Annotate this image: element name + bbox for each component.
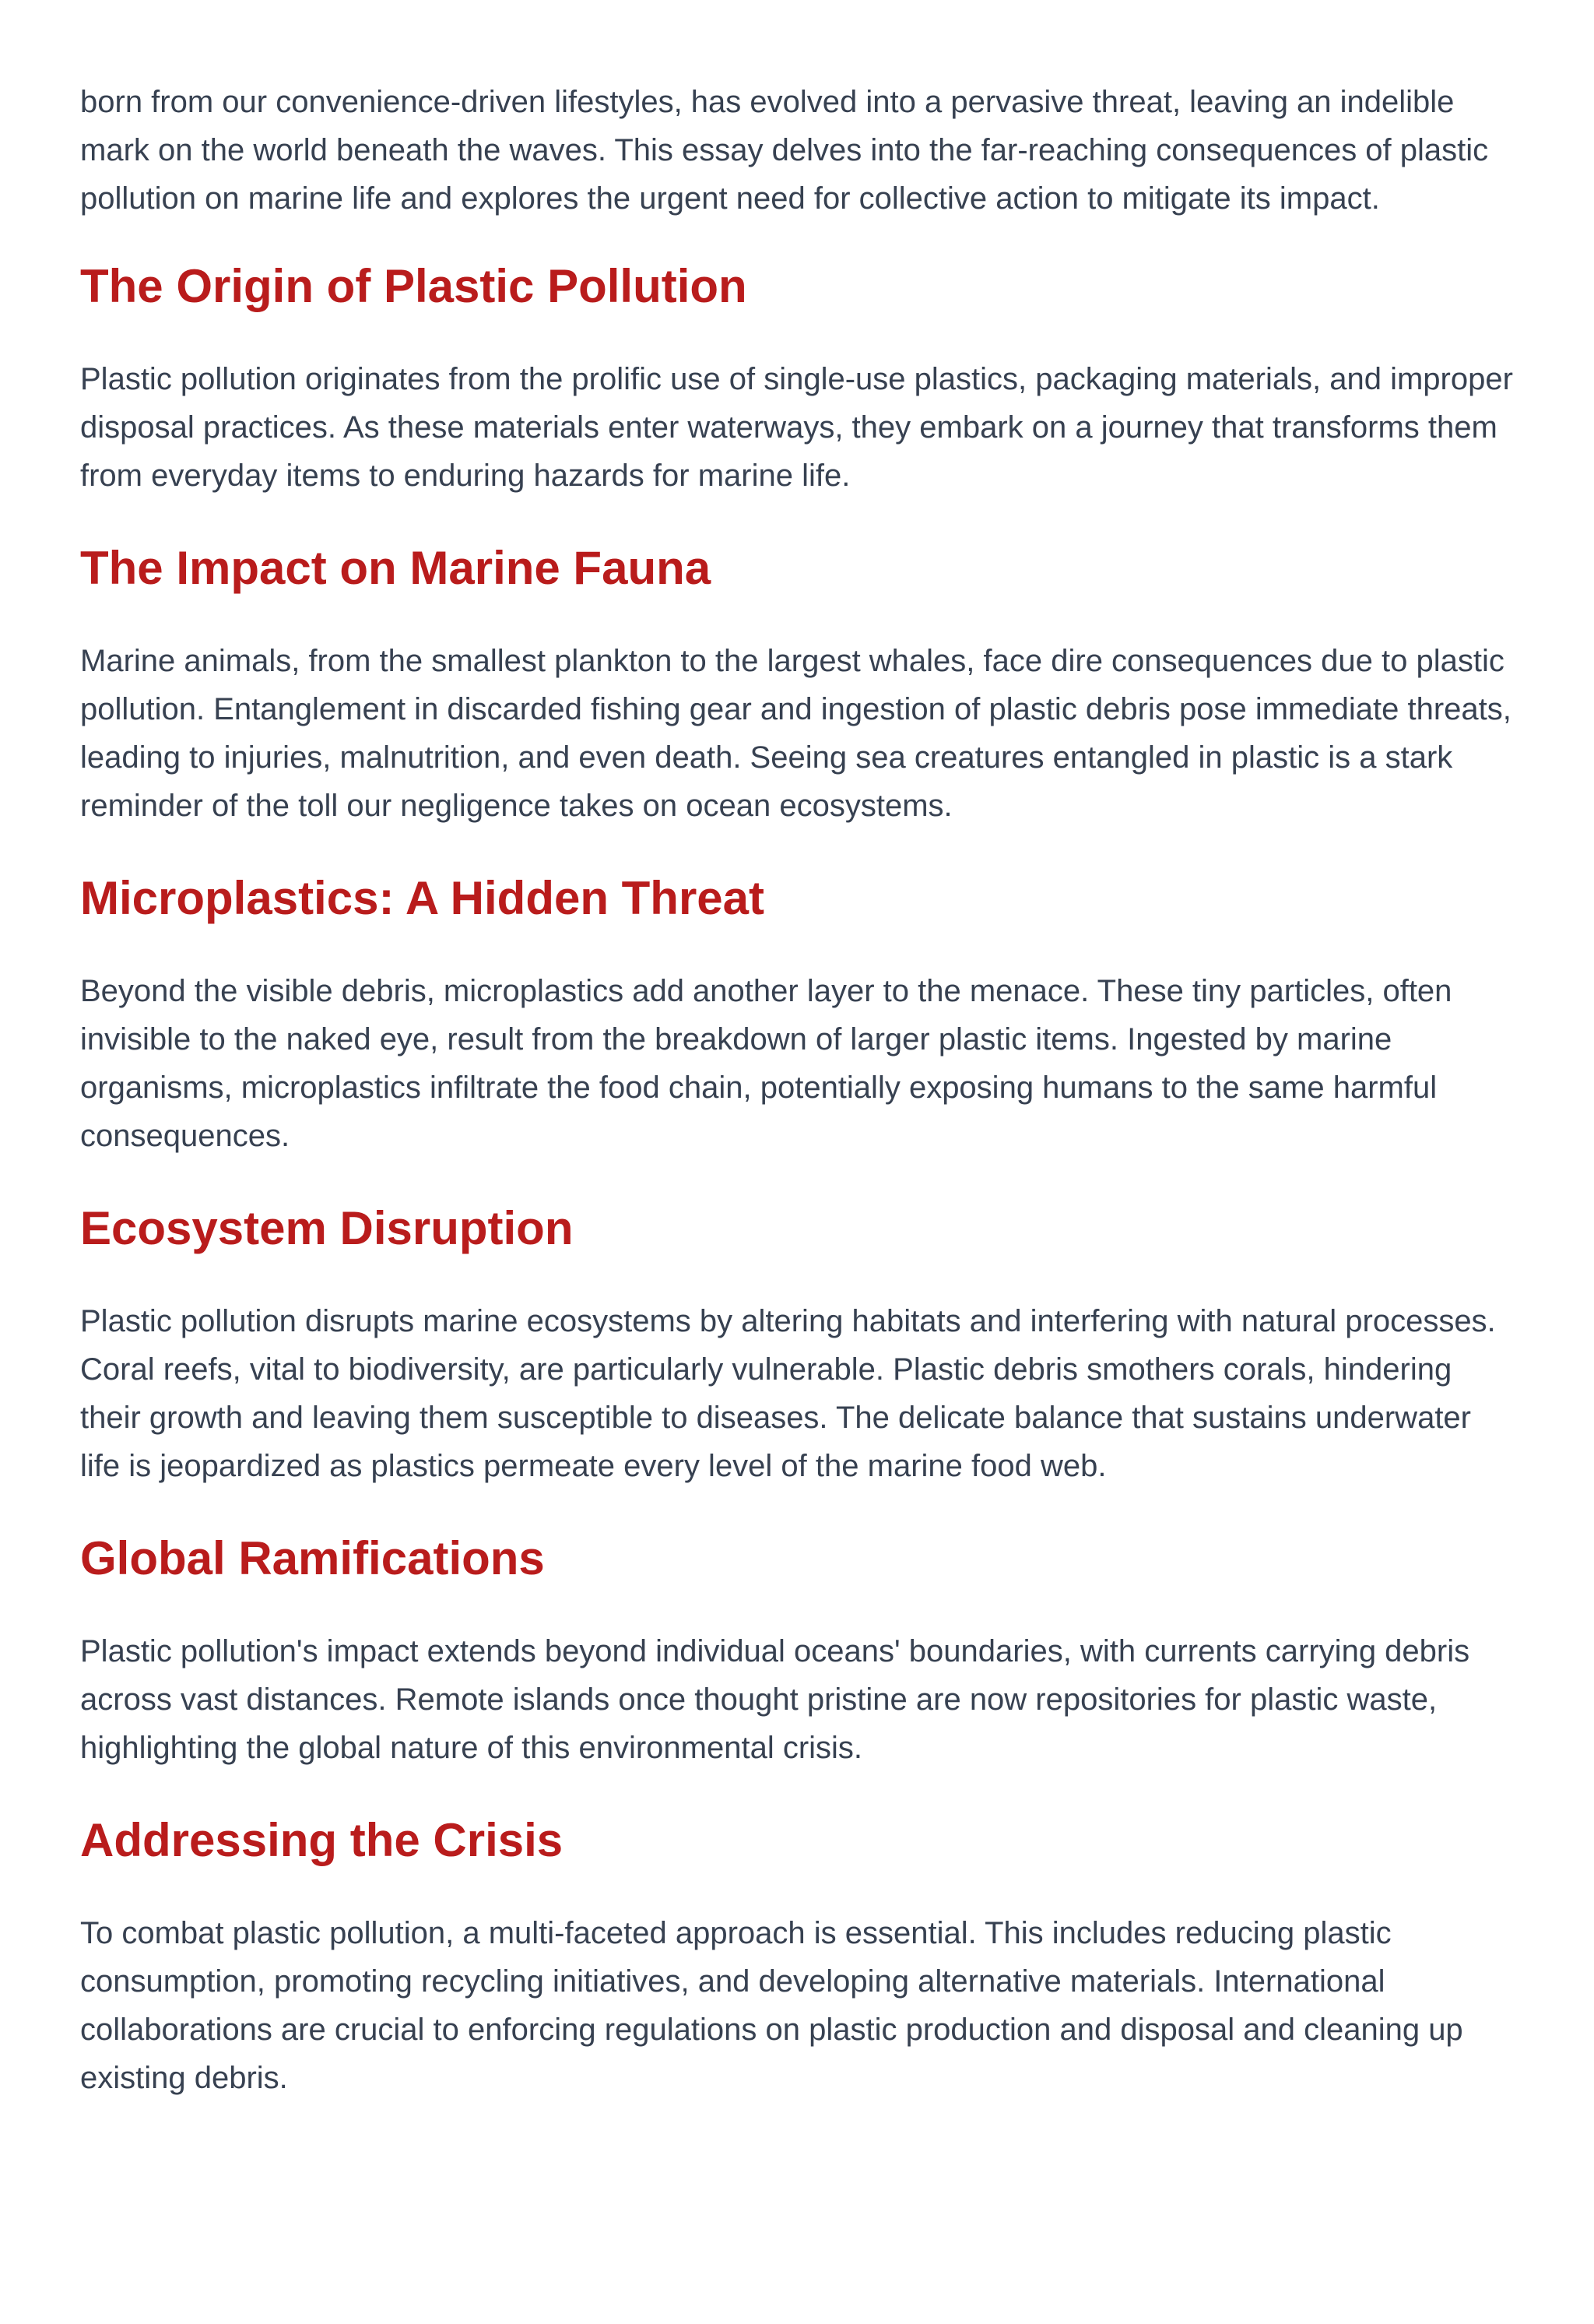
section-paragraph: Plastic pollution disrupts marine ecosystems by altering habitats and interfering with natural processes. Coral reefs, vital to biodiversity, are particularly vulnerable. Plastic debris smothers corals, hindering their growth and leaving them susceptible to diseases. The delicate balance that sustains underwater life is jeopardized as plastics permeate every level of the marine food web. <box>80 1304 1496 1483</box>
intro-paragraph: born from our convenience-driven lifestyles, has evolved into a pervasive threat, leaving an indelible mark on the world beneath the waves. This essay delves into the far-reaching consequences of plastic pollution on marine life and explores the urgent need for collective action to mitigate its impact. <box>80 85 1489 216</box>
section-heading: Global Ramifications <box>80 1532 545 1584</box>
section-paragraph: Plastic pollution originates from the prolific use of single-use plastics, packaging materials, and improper disposal practices. As these materials enter waterways, they embark on a journey that transforms them from everyday items to enduring hazards for marine life. <box>80 362 1513 493</box>
section-ecosystem-disruption <box>80 1201 1516 1490</box>
section-paragraph: Beyond the visible debris, microplastics add another layer to the menace. These tiny particles, often invisible to the naked eye, result from the breakdown of larger plastic items. Ingested by marine organisms, microplastics infiltrate the food chain, potentially exposing humans to the same harmful consequences. <box>80 974 1452 1153</box>
section-addressing-crisis <box>80 1812 1516 2102</box>
section-heading: Ecosystem Disruption <box>80 1202 574 1254</box>
section-microplastics <box>80 870 1516 1160</box>
section-global-ramifications <box>80 1531 1516 1772</box>
section-paragraph: Marine animals, from the smallest plankton to the largest whales, face dire consequences due to plastic pollution. Entanglement in discarded fishing gear and ingestion of plastic debris pose immediate threats, leading to injuries, malnutrition, and even death. Seeing sea creatures entangled in plastic is a stark reminder of the toll our negligence takes on ocean ecosystems. <box>80 644 1511 823</box>
section-heading: Microplastics: A Hidden Threat <box>80 872 765 924</box>
section-heading: Addressing the Crisis <box>80 1814 564 1866</box>
section-marine-fauna <box>80 540 1516 830</box>
section-heading: The Impact on Marine Fauna <box>80 542 711 594</box>
section-paragraph: To combat plastic pollution, a multi-faceted approach is essential. This includes reducing plastic consumption, promoting recycling initiatives, and developing alternative materials. International collaborations are crucial to enforcing regulations on plastic production and disposal and cleaning up existing debris. <box>80 1916 1463 2095</box>
section-origin <box>80 258 1516 500</box>
section-paragraph: Plastic pollution's impact extends beyond individual oceans' boundaries, with currents carrying debris across vast distances. Remote islands once thought pristine are now repositories for plastic waste, highlighting the global nature of this environmental crisis. <box>80 1634 1470 1765</box>
section-heading: The Origin of Plastic Pollution <box>80 260 747 312</box>
